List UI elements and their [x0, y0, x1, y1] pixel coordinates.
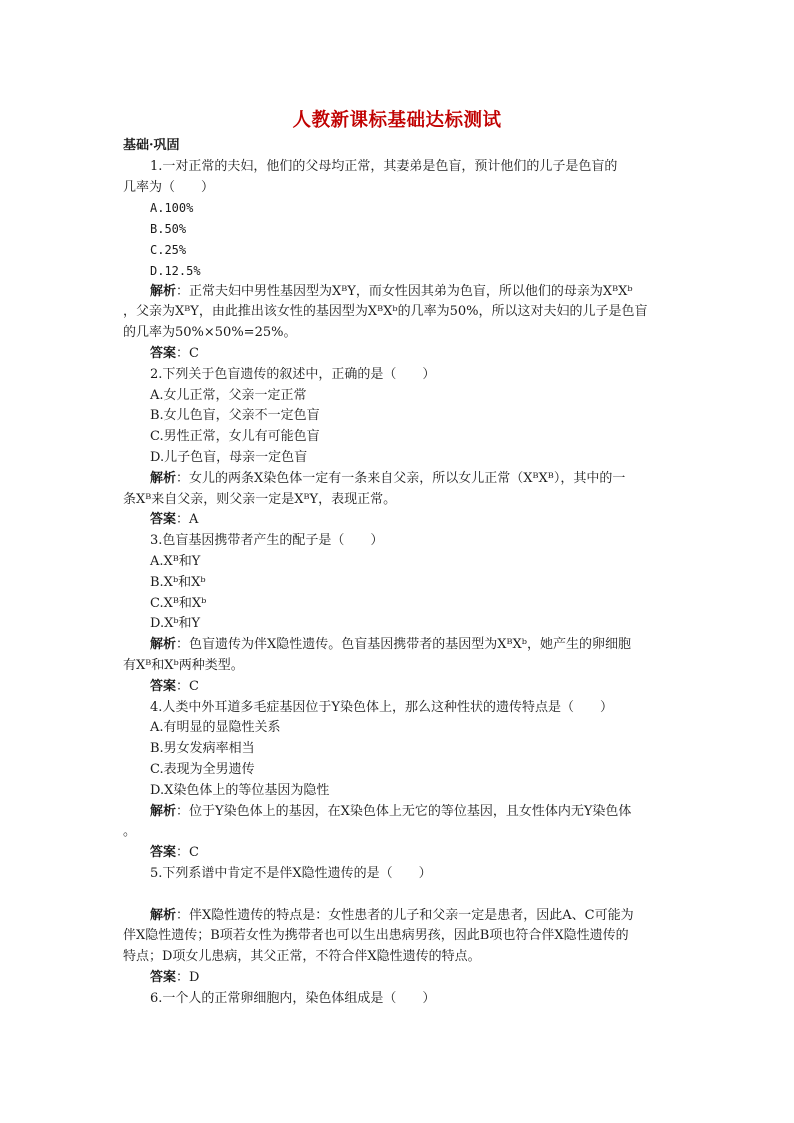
- analysis-text: ：位于Y染色体上的基因，在X染色体上无它的等位基因，且女性体内无Y染色体: [176, 803, 632, 819]
- option-d: D.X染色体上的等位基因为隐性: [150, 782, 330, 798]
- question-3: [123, 531, 673, 697]
- analysis-text: ：色盲遗传为伴X隐性遗传。色盲基因携带者的基因型为XᴮXᵇ，她产生的卵细胞: [176, 637, 631, 653]
- analysis-text: ，父亲为XᴮY，由此推出该女性的基因型为XᴮXᵇ的几率为50%，所以这对夫妇的儿子是色盲: [123, 304, 648, 320]
- analysis-label: 解析: [150, 637, 177, 653]
- option-b: B.男女发病率相当: [150, 741, 255, 757]
- question-6: [123, 989, 673, 1010]
- question-1: [123, 157, 673, 365]
- answer-label: 答案: [150, 678, 177, 694]
- analysis: [123, 469, 673, 490]
- section-heading: 基础·巩固: [123, 138, 180, 153]
- analysis-label: 解析: [150, 283, 177, 299]
- option-c: C.表现为全男遗传: [150, 761, 255, 777]
- question-stem: 6.一个人的正常卵细胞内，染色体组成是（ ）: [150, 990, 436, 1006]
- question-stem: 3.色盲基因携带者产生的配子是（ ）: [150, 533, 384, 549]
- pedigree-figure-placeholder: [123, 885, 673, 906]
- option-a: A.100%: [150, 201, 194, 216]
- answer-label: 答案: [150, 845, 177, 861]
- answer-value: ：D: [176, 970, 200, 986]
- page-title: 人教新课标基础达标测试: [292, 110, 502, 131]
- analysis-text: ：女儿的两条X染色体一定有一条来自父亲，所以女儿正常（XᴮXᴮ），其中的一: [176, 470, 626, 486]
- analysis-text: 特点；D项女儿患病，其父正常，不符合伴X隐性遗传的特点。: [123, 949, 481, 965]
- document-body: [123, 136, 673, 1010]
- option-a: A.有明显的显隐性关系: [150, 720, 281, 736]
- analysis: [123, 802, 673, 823]
- option-d: D.儿子色盲，母亲一定色盲: [150, 449, 308, 465]
- analysis-text: ：伴X隐性遗传的特点是：女性患者的儿子和父亲一定是患者，因此A、C可能为: [176, 907, 634, 923]
- answer-label: 答案: [150, 345, 177, 361]
- answer: [123, 510, 673, 531]
- answer-value: ：A: [176, 512, 199, 528]
- question-stem: 5.下列系谱中肯定不是伴X隐性遗传的是（ ）: [150, 865, 432, 881]
- analysis-label: 解析: [150, 803, 177, 819]
- question-stem: 2.下列关于色盲遗传的叙述中，正确的是（ ）: [150, 366, 436, 382]
- question-2: [123, 365, 673, 531]
- question-5: [123, 864, 673, 989]
- answer-value: ：C: [176, 678, 199, 694]
- answer: [123, 968, 673, 989]
- option-a: A.女儿正常，父亲一定正常: [150, 387, 307, 403]
- option-c: C.男性正常，女儿有可能色盲: [150, 429, 320, 445]
- analysis-text: 的几率为50%×50%=25%。: [123, 325, 297, 341]
- question-4: [123, 698, 673, 864]
- answer: [123, 843, 673, 864]
- answer-label: 答案: [150, 970, 177, 986]
- analysis-label: 解析: [150, 470, 177, 486]
- option-b: B.Xᵇ和Xᵇ: [150, 574, 206, 590]
- option-c: C.25%: [150, 242, 187, 257]
- question-stem: 几率为（ ）: [123, 179, 215, 195]
- question-stem: 1.一对正常的夫妇，他们的父母均正常，其妻弟是色盲，预计他们的儿子是色盲的: [150, 158, 618, 174]
- answer-value: ：C: [176, 345, 199, 361]
- analysis-text: 有Xᴮ和Xᵇ两种类型。: [123, 657, 244, 673]
- option-a: A.Xᴮ和Y: [150, 553, 201, 569]
- analysis-text: ：正常夫妇中男性基因型为XᴮY，而女性因其弟为色盲，所以他们的母亲为XᴮXᵇ: [176, 283, 633, 299]
- analysis: [123, 282, 673, 303]
- option-c: C.Xᴮ和Xᵇ: [150, 595, 207, 611]
- option-d: D.12.5%: [150, 263, 201, 278]
- analysis-label: 解析: [150, 907, 177, 923]
- option-b: B.50%: [150, 222, 187, 237]
- answer-value: ：C: [176, 845, 199, 861]
- question-stem: 4.人类中外耳道多毛症基因位于Y染色体上，那么这种性状的遗传特点是（ ）: [150, 699, 613, 715]
- answer: [123, 344, 673, 365]
- analysis: [123, 906, 673, 927]
- option-d: D.Xᵇ和Y: [150, 616, 201, 632]
- answer: [123, 677, 673, 698]
- option-b: B.女儿色盲，父亲不一定色盲: [150, 408, 320, 424]
- analysis-text: 。: [123, 824, 137, 840]
- analysis-text: 伴X隐性遗传；B项若女性为携带者也可以生出患病男孩，因此B项也符合伴X隐性遗传的: [123, 928, 629, 944]
- analysis-text: 条Xᴮ来自父亲，则父亲一定是XᴮY，表现正常。: [123, 491, 397, 507]
- answer-label: 答案: [150, 512, 177, 528]
- analysis: [123, 635, 673, 656]
